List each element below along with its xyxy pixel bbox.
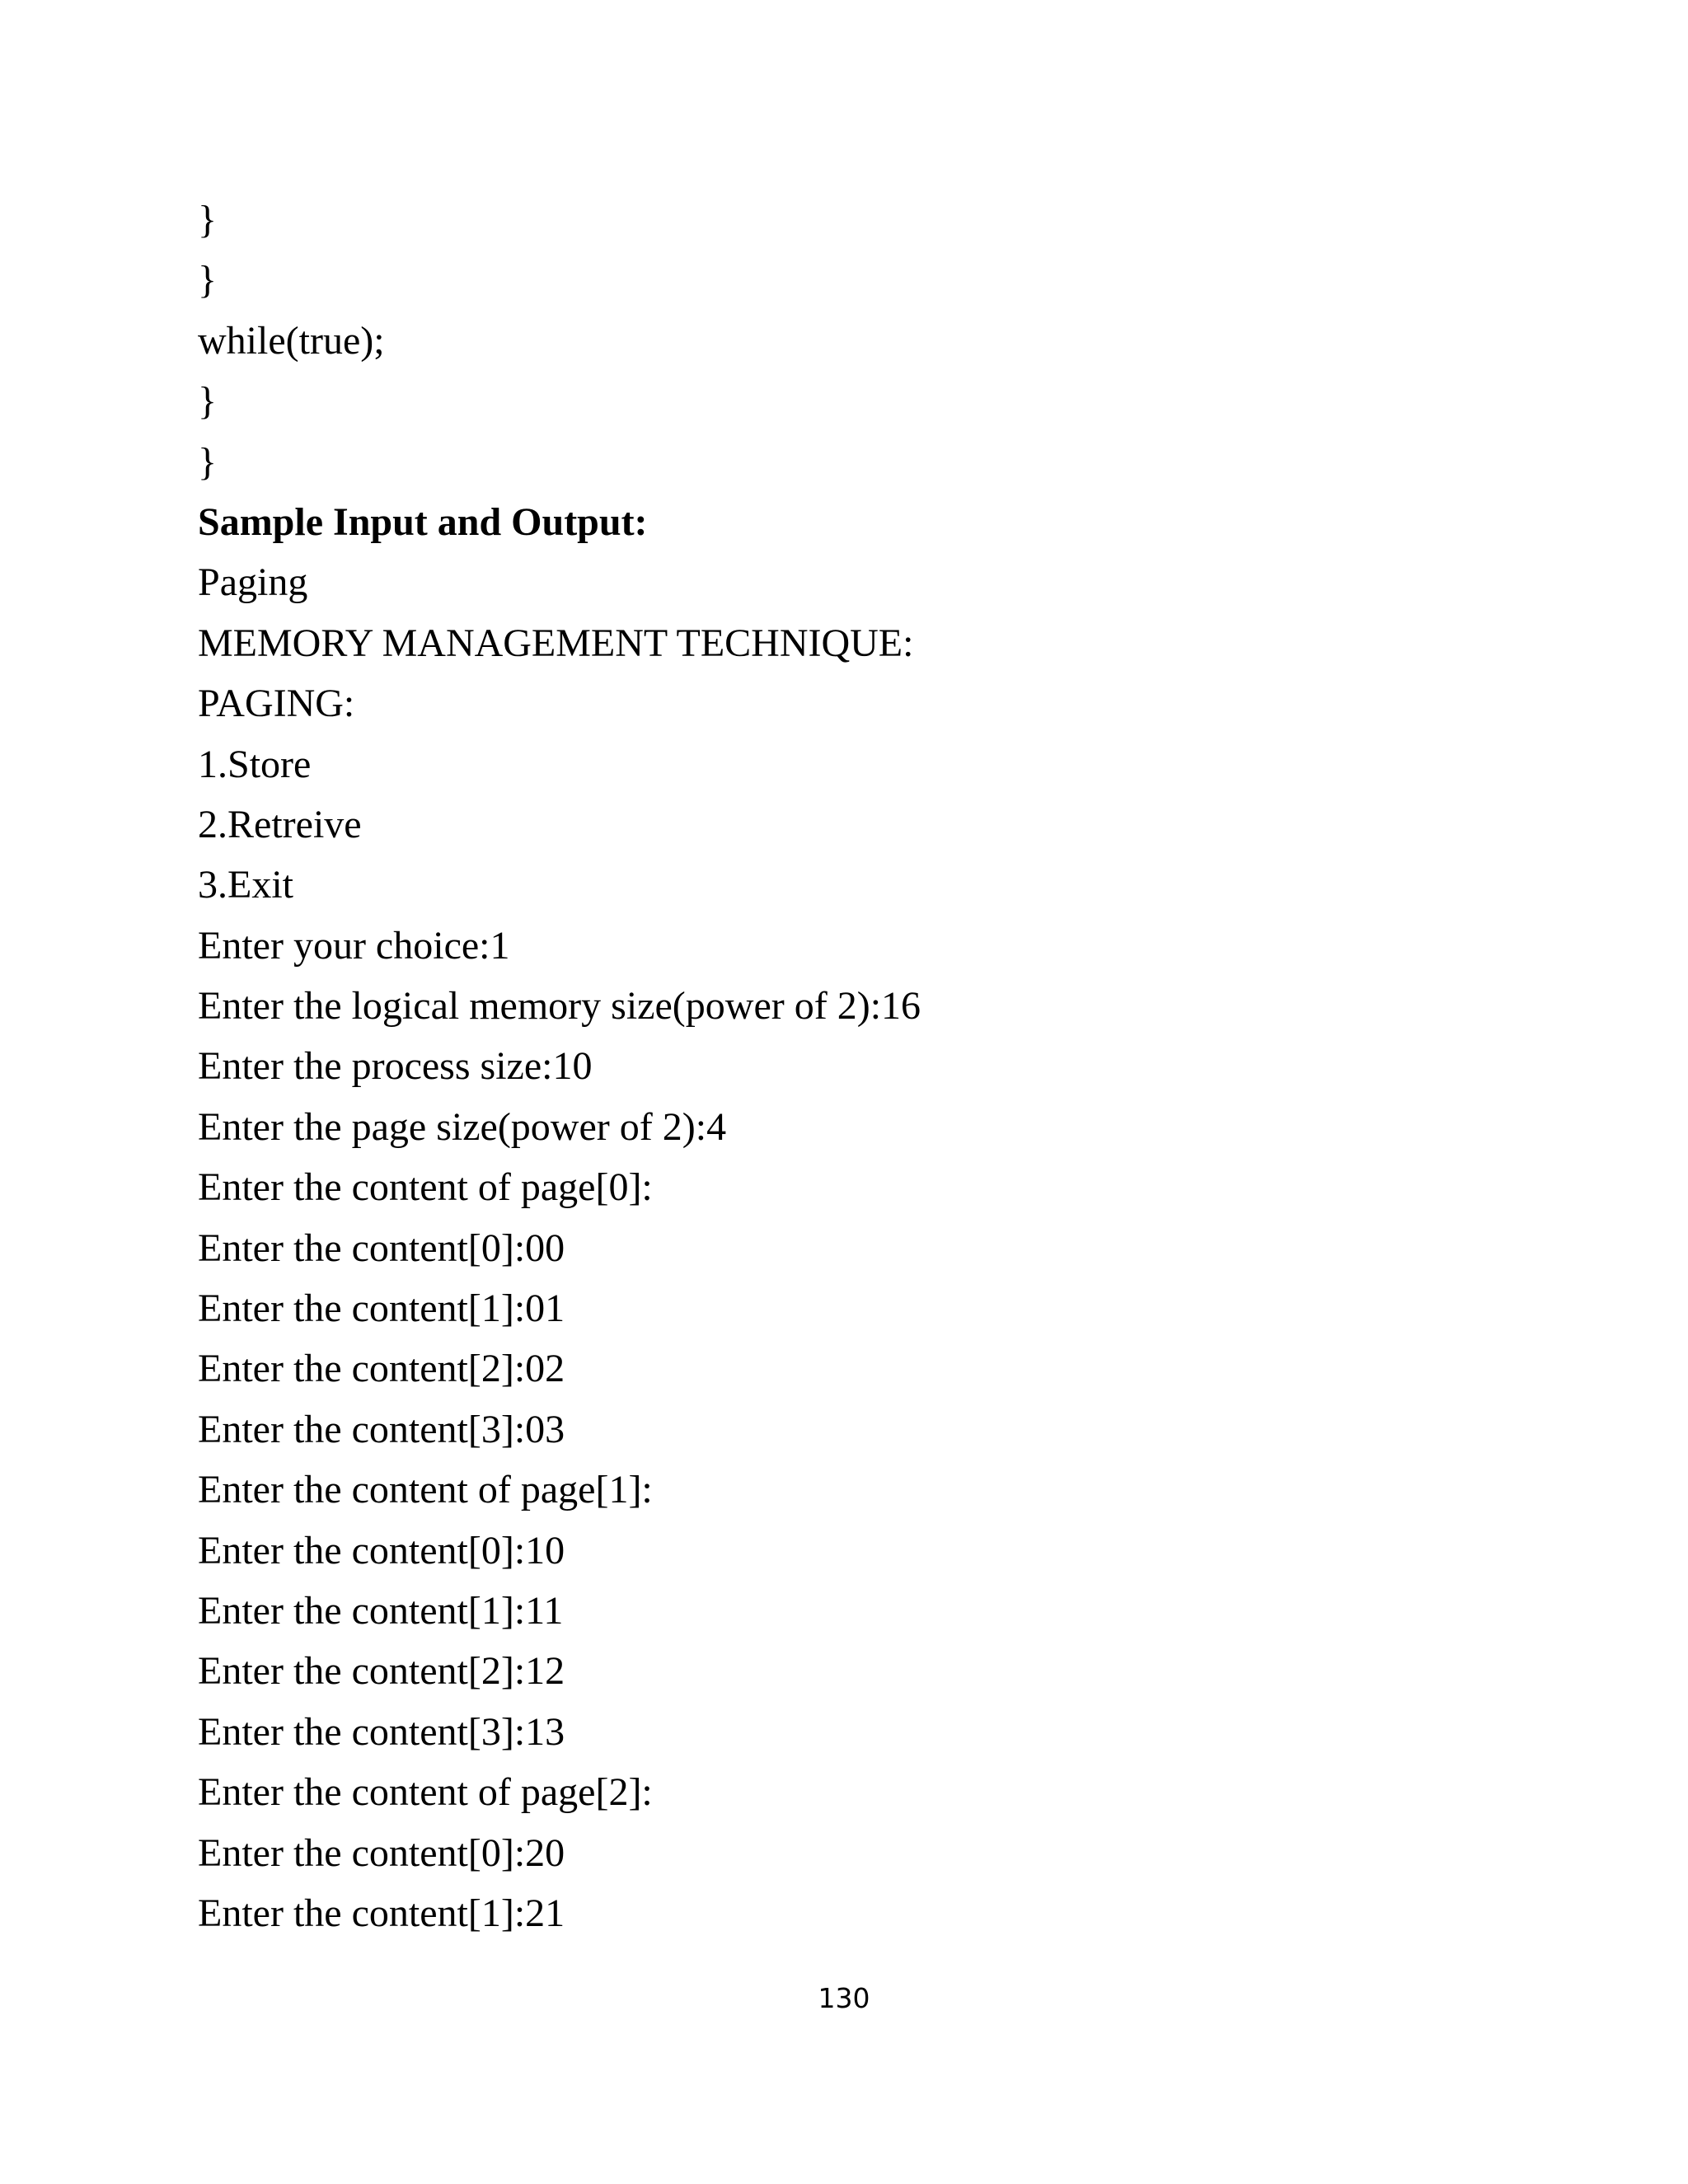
section-heading: Sample Input and Output: <box>198 499 648 544</box>
output-line: Enter the logical memory size(power of 2):16 <box>198 984 921 1029</box>
output-line: 3.Exit <box>198 863 293 907</box>
output-line: MEMORY MANAGEMENT TECHNIQUE: <box>198 621 914 665</box>
output-line: Enter the content of page[2]: <box>198 1770 653 1815</box>
output-line: Enter the process size:10 <box>198 1044 593 1089</box>
code-line: } <box>198 198 218 241</box>
code-line: } <box>198 439 218 484</box>
output-line: Enter the content[1]:21 <box>198 1891 565 1935</box>
output-line: Enter the content[1]:01 <box>198 1286 565 1331</box>
output-line: Enter the content[0]:20 <box>198 1830 565 1875</box>
page-number: 130 <box>818 1982 870 2014</box>
output-line: Enter the content of page[0]: <box>198 1165 653 1210</box>
output-line: Enter the page size(power of 2):4 <box>198 1104 727 1149</box>
page-content <box>198 190 1517 1943</box>
output-line: 2.Retreive <box>198 802 362 846</box>
output-line: Enter the content[2]:02 <box>198 1347 565 1391</box>
output-line: Enter the content of page[1]: <box>198 1468 653 1512</box>
code-line: } <box>198 379 218 424</box>
output-line: Enter the content[0]:10 <box>198 1528 565 1572</box>
output-line: Enter the content[3]:13 <box>198 1709 565 1754</box>
output-line: Enter the content[0]:00 <box>198 1226 565 1270</box>
output-line: Enter the content[1]:11 <box>198 1588 564 1633</box>
code-line: } <box>198 258 218 302</box>
code-line: while(true); <box>198 318 385 363</box>
output-line: Paging <box>198 560 308 605</box>
output-line: PAGING: <box>198 682 355 726</box>
output-line: Enter your choice:1 <box>198 923 510 968</box>
output-line: 1.Store <box>198 742 312 786</box>
output-line: Enter the content[2]:12 <box>198 1649 565 1694</box>
output-line: Enter the content[3]:03 <box>198 1407 565 1451</box>
